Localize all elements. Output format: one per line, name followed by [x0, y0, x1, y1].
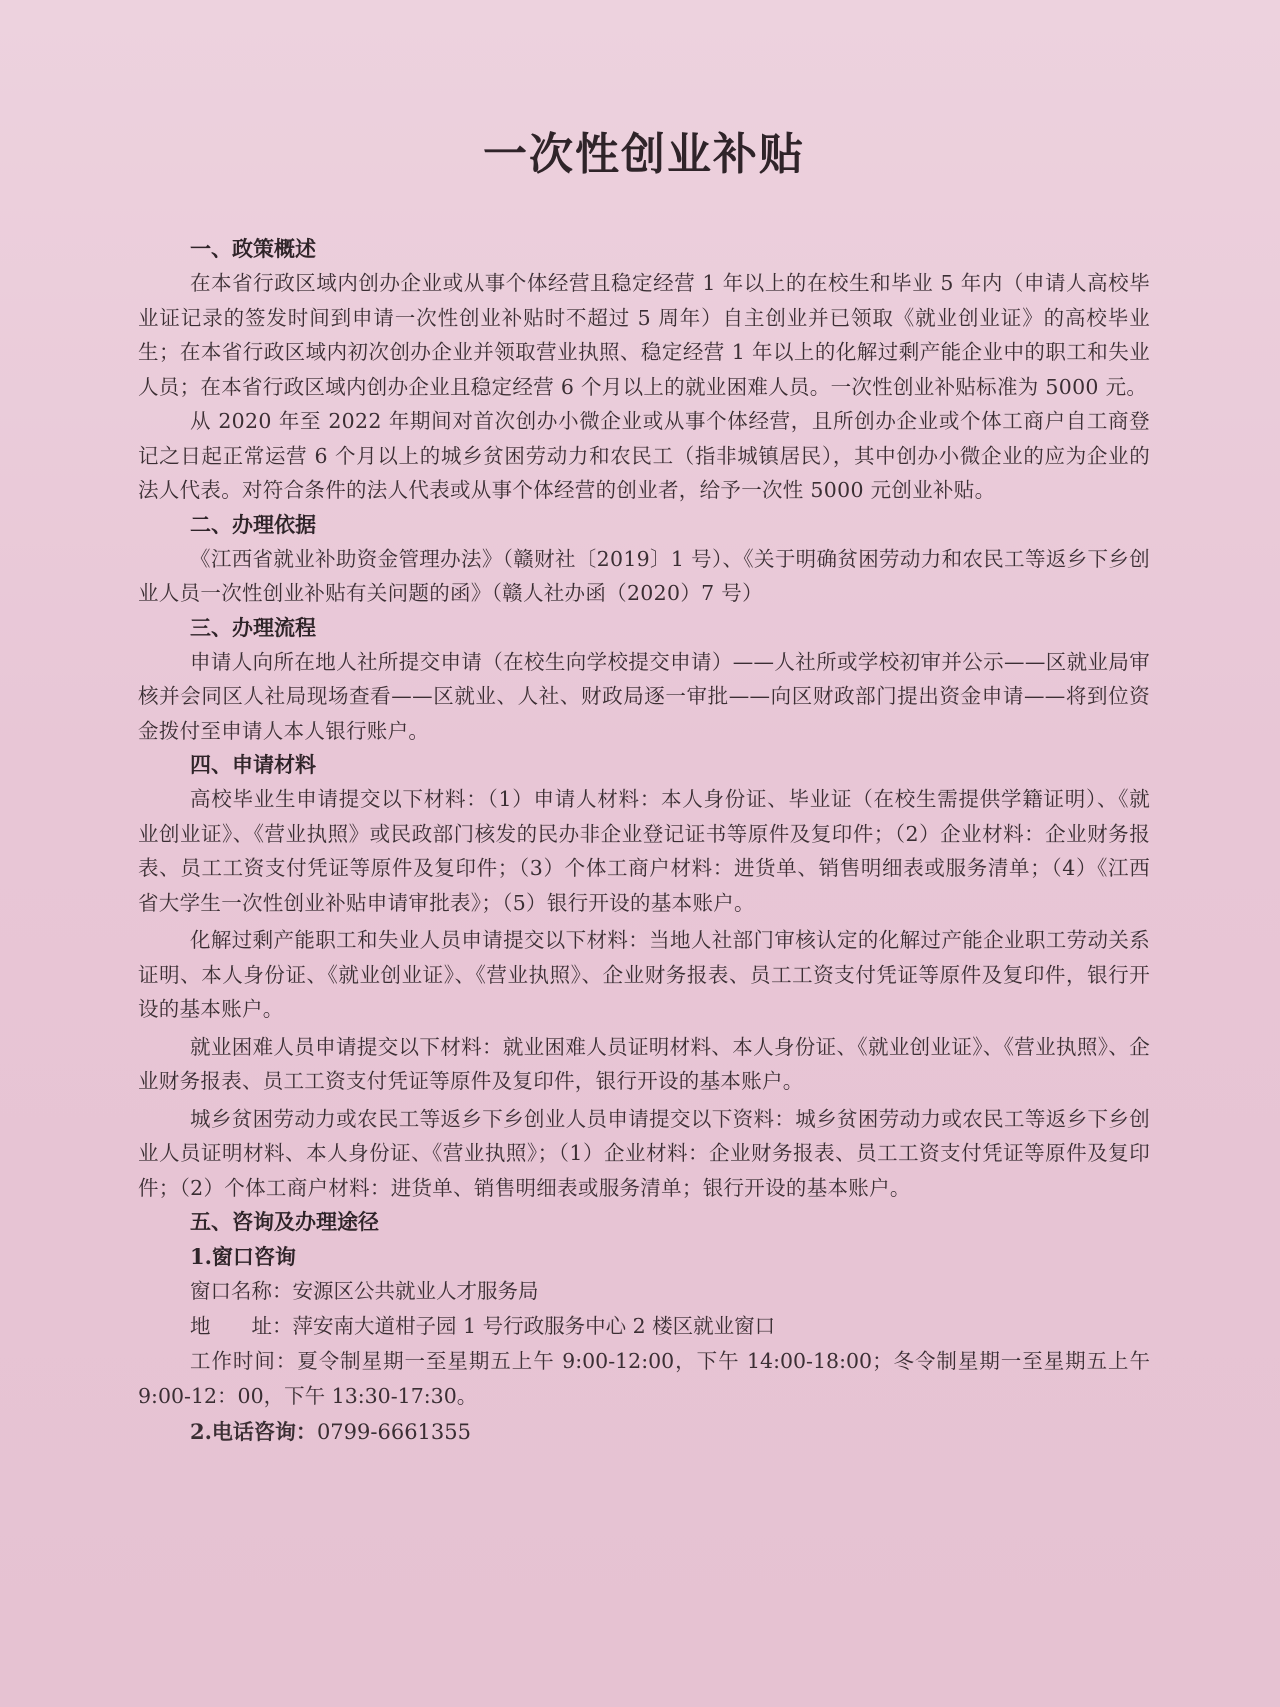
- section-consultation: [138, 1205, 1150, 1450]
- paragraph: 高校毕业生申请提交以下材料：（1）申请人材料：本人身份证、毕业证（在校生需提供学籍证明）、《就业创业证》、《营业执照》或民政部门核发的民办非企业登记证书等原件及复印件；（2）企业材料：企业财务报表、员工工资支付凭证等原件及复印件；（3）个体工商户材料：进货单、销售明细表或服务清单；（4）《江西省大学生一次性创业补贴申请审批表》；（5）银行开设的基本账户。: [138, 787, 1150, 915]
- window-name-value: 安源区公共就业人才服务局: [292, 1279, 539, 1303]
- section-heading: 一、政策概述: [190, 236, 316, 261]
- section-process: [138, 611, 1150, 749]
- section-policy-overview: [138, 232, 1150, 508]
- window-name-label: 窗口名称：: [190, 1279, 293, 1303]
- document-title: 一次性创业补贴: [483, 129, 805, 180]
- paragraph: 申请人向所在地人社所提交申请（在校生向学校提交申请）——人社所或学校初审并公示——区就业局审核并会同区人社局现场查看——区就业、人社、财政局逐一审批——向区财政部门提出资金申请——将到位资金拨付至申请人本人银行账户。: [138, 649, 1150, 743]
- address-value: 萍安南大道柑子园 1 号行政服务中心 2 楼区就业窗口: [292, 1314, 776, 1338]
- paragraph: 《江西省就业补助资金管理办法》（赣财社〔2019〕1 号）、《关于明确贫困劳动力和农民工等返乡下乡创业人员一次性创业补贴有关问题的函》（赣人社办函（2020）7 号）: [138, 546, 1150, 605]
- paragraph: 化解过剩产能职工和失业人员申请提交以下材料：当地人社部门审核认定的化解过产能企业职工劳动关系证明、本人身份证、《就业创业证》、《营业执照》、企业财务报表、员工工资支付凭证等原件及复印件，银行开设的基本账户。: [138, 928, 1150, 1021]
- paragraph: 就业困难人员申请提交以下材料：就业困难人员证明材料、本人身份证、《就业创业证》、《营业执照》、企业财务报表、员工工资支付凭证等原件及复印件，银行开设的基本账户。: [138, 1034, 1150, 1093]
- section-heading: 二、办理依据: [190, 511, 316, 537]
- section-basis: [138, 508, 1150, 611]
- hours-value: 夏令制星期一至星期五上午 9:00-12:00，下午 14:00-18:00；冬令制星期一至星期五上午 9:00-12：00，下午 13:30-17:30。: [138, 1349, 1150, 1408]
- hours-label: 工作时间：: [190, 1349, 298, 1373]
- paragraph: 从 2020 年至 2022 年期间对首次创办小微企业或从事个体经营，且所创办企业或个体工商户自工商登记之日起正常运营 6 个月以上的城乡贫困劳动力和农民工（指非城镇居民），其中创办小微企业的应为企业的法人代表。对符合条件的法人代表或从事个体经营的创业者，给予一次性 5000 元创业补贴。: [138, 409, 1150, 502]
- address-line: [138, 1309, 1150, 1344]
- address-label: 地 址：: [190, 1314, 293, 1338]
- paragraph: 在本省行政区域内创办企业或从事个体经营且稳定经营 1 年以上的在校生和毕业 5 年内（申请人高校毕业证记录的签发时间到申请一次性创业补贴时不超过 5 周年）自主创业并已领取《就业创业证》的高校毕业生；在本省行政区域内初次创办企业并领取营业执照、稳定经营 1 年以上的化解过剩产能企业中的职工和失业人员；在本省行政区域内创办企业且稳定经营 6 个月以上的就业困难人员。一次性创业补贴标准为 5000 元。: [138, 271, 1150, 399]
- phone-label: 2.电话咨询：: [190, 1419, 317, 1444]
- phone-line: [138, 1414, 1150, 1450]
- window-name-line: [138, 1274, 1150, 1309]
- hours-line: [138, 1344, 1150, 1414]
- paragraph: 城乡贫困劳动力或农民工等返乡下乡创业人员申请提交以下资料：城乡贫困劳动力或农民工等返乡下乡创业人员证明材料、本人身份证、《营业执照》；（1）企业材料：企业财务报表、员工工资支付凭证等原件及复印件；（2）个体工商户材料：进货单、销售明细表或服务清单；银行开设的基本账户。: [138, 1106, 1150, 1200]
- section-heading: 三、办理流程: [190, 614, 316, 640]
- section-materials: [138, 748, 1150, 1205]
- phone-number: 0799-6661355: [316, 1420, 472, 1444]
- section-heading: 四、申请材料: [190, 752, 316, 777]
- window-consult-heading: 1.窗口咨询: [190, 1244, 296, 1269]
- section-heading: 五、咨询及办理途径: [190, 1209, 379, 1234]
